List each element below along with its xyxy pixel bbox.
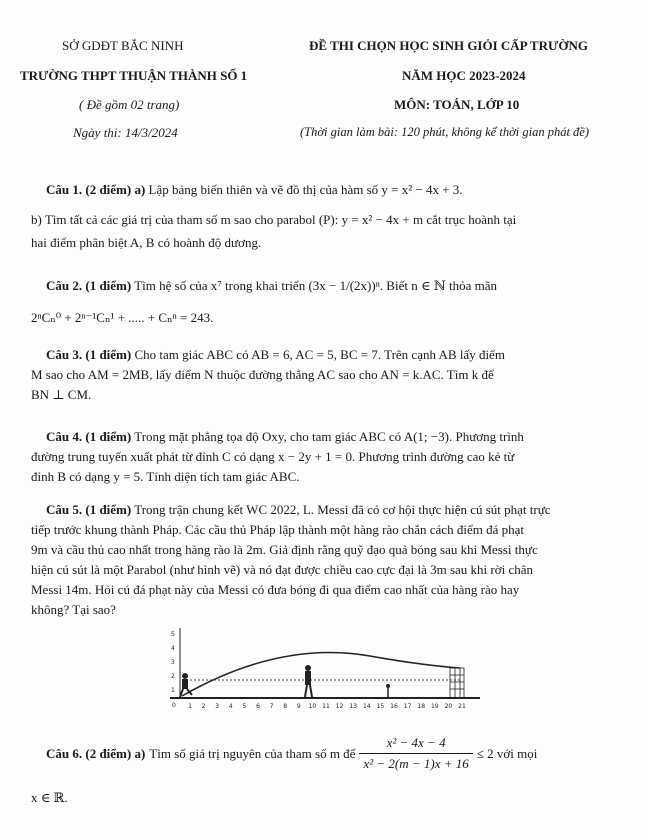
question-6 [31, 733, 621, 808]
q3-label: Câu 3. (1 điểm) [46, 347, 132, 362]
goal-net [450, 668, 464, 698]
q1-b-line2: hai điểm phân biệt A, B có hoành độ dương. [31, 235, 262, 250]
question-3 [31, 345, 621, 405]
x-tick-label: 9 [296, 703, 301, 710]
x-tick-label: 3 [215, 703, 220, 710]
q1-a-text: Lập bảng biến thiên và vẽ đồ thị của hàm số y = x² − 4x + 3. [148, 182, 463, 197]
wall-player [305, 665, 312, 697]
exam-title: ĐỀ THI CHỌN HỌC SINH GIỎI CẤP TRƯỜNG [309, 38, 588, 53]
q6-tail: ≤ 2 với mọi [476, 745, 538, 761]
q6-fraction [359, 733, 472, 774]
dept-name: SỞ GDĐT BẮC NINH [62, 38, 184, 53]
y-tick-label: 4 [171, 645, 175, 652]
ball-trajectory [182, 652, 460, 696]
page-count: ( Đề gồm 02 trang) [79, 97, 180, 112]
q1-label: Câu 1. (2 điểm) a) [46, 182, 146, 197]
question-5 [31, 500, 621, 620]
x-tick-label: 18 [417, 703, 426, 710]
subject: MÔN: TOÁN, LỚP 10 [394, 97, 520, 112]
duration: (Thời gian làm bài: 120 phút, không kể thời gian phát đề) [300, 125, 590, 139]
x-tick-label: 10 [308, 703, 317, 710]
origin-label: 0 [172, 702, 176, 709]
y-tick-label: 2 [171, 673, 175, 680]
q6-numerator: x² − 4x − 4 [359, 733, 472, 754]
x-tick-label: 4 [228, 703, 233, 710]
q4-line2: đường trung tuyến xuất phát từ đỉnh C có dạng x − 2y + 1 = 0. Phương trình đường cao kẻ từ [31, 449, 515, 464]
school-year: NĂM HỌC 2023-2024 [402, 68, 526, 83]
q1-b-line1: b) Tìm tất cả các giá trị của tham số m sao cho parabol (P): y = x² − 4x + m cắt trục hoành tại [31, 212, 517, 227]
x-tick-label: 13 [349, 703, 358, 710]
goalkeeper [386, 684, 390, 697]
q2-label: Câu 2. (1 điểm) [46, 278, 132, 293]
q5-label: Câu 5. (1 điểm) [46, 502, 132, 517]
q5-line5: Messi 14m. Hỏi cú đá phạt này của Messi có đưa bóng đi qua điểm cao nhất của hàng rào hay [31, 582, 520, 597]
q3-line2: M sao cho AM = 2MB, lấy điểm N thuộc đường thẳng AC sao cho AN = k.AC. Tìm k để [31, 367, 494, 382]
x-tick-label: 21 [458, 703, 466, 710]
q5-line4: hiện cú sút là một Parabol (như hình vẽ) và nó đạt được chiều cao cực đại là 3m sau khi rời chân [31, 562, 534, 577]
q5-line2: tiếp trước khung thành Pháp. Các cầu thủ Pháp lập thành một hàng rào chắn cách điểm đá phạt [31, 522, 524, 537]
x-tick-label: 12 [335, 703, 344, 710]
x-tick-label: 5 [242, 703, 247, 710]
exam-date: Ngày thi: 14/3/2024 [73, 125, 178, 140]
school-name: TRƯỜNG THPT THUẬN THÀNH SỐ 1 [20, 68, 248, 83]
x-tick-label: 2 [201, 703, 206, 710]
q6-label: Câu 6. (2 điểm) a) [46, 745, 146, 761]
q6-line2: x ∈ ℝ. [31, 790, 68, 805]
q4-label: Câu 4. (1 điểm) [46, 429, 132, 444]
q4-line1: Trong mặt phẳng tọa độ Oxy, cho tam giác ABC có A(1; −3). Phương trình [134, 429, 524, 444]
q5-line3: 9m và cầu thủ cao nhất trong hàng rào là 2m. Giả định rằng quỹ đạo quả bóng sau khi Messi thực [31, 542, 538, 557]
question-1 [31, 180, 621, 253]
y-tick-label: 5 [171, 631, 175, 638]
q3-line1: Cho tam giác ABC có AB = 6, AC = 5, BC = 7. Trên cạnh AB lấy điểm [134, 347, 505, 362]
x-tick-label: 8 [283, 703, 288, 710]
q3-line3: BN ⊥ CM. [31, 387, 92, 402]
q5-line6: không? Tại sao? [31, 602, 116, 617]
x-tick-label: 6 [256, 703, 260, 710]
q6-lead: Tìm số giá trị nguyên của tham số m để [149, 745, 356, 761]
question-2 [31, 276, 621, 328]
x-tick-label: 14 [362, 703, 371, 710]
x-tick-label: 17 [403, 703, 412, 710]
q2-line1: Tìm hệ số của x⁷ trong khai triển (3x − 1/(2x))ⁿ. Biết n ∈ ℕ thỏa mãn [134, 278, 497, 293]
x-tick-label: 15 [376, 703, 385, 710]
q4-line3: đỉnh B có dạng y = 5. Tính diện tích tam giác ABC. [31, 469, 300, 484]
y-tick-label: 3 [171, 659, 175, 666]
x-tick-label: 19 [430, 703, 439, 710]
x-tick-label: 1 [188, 703, 192, 710]
question-4 [31, 427, 621, 487]
q2-line2: 2ⁿCₙ⁰ + 2ⁿ⁻¹Cₙ¹ + ..... + Cₙⁿ = 243. [31, 310, 214, 325]
y-tick-label: 1 [171, 687, 175, 694]
x-tick-label: 16 [390, 703, 398, 710]
free-kick-figure [160, 620, 490, 715]
x-tick-label: 20 [444, 703, 453, 710]
x-tick-label: 7 [269, 703, 274, 710]
q5-line1: Trong trận chung kết WC 2022, L. Messi đã có cơ hội thực hiện cú sút phạt trực [134, 502, 551, 517]
x-tick-label: 11 [322, 703, 330, 710]
q6-denominator: x² − 2(m − 1)x + 16 [363, 756, 469, 771]
